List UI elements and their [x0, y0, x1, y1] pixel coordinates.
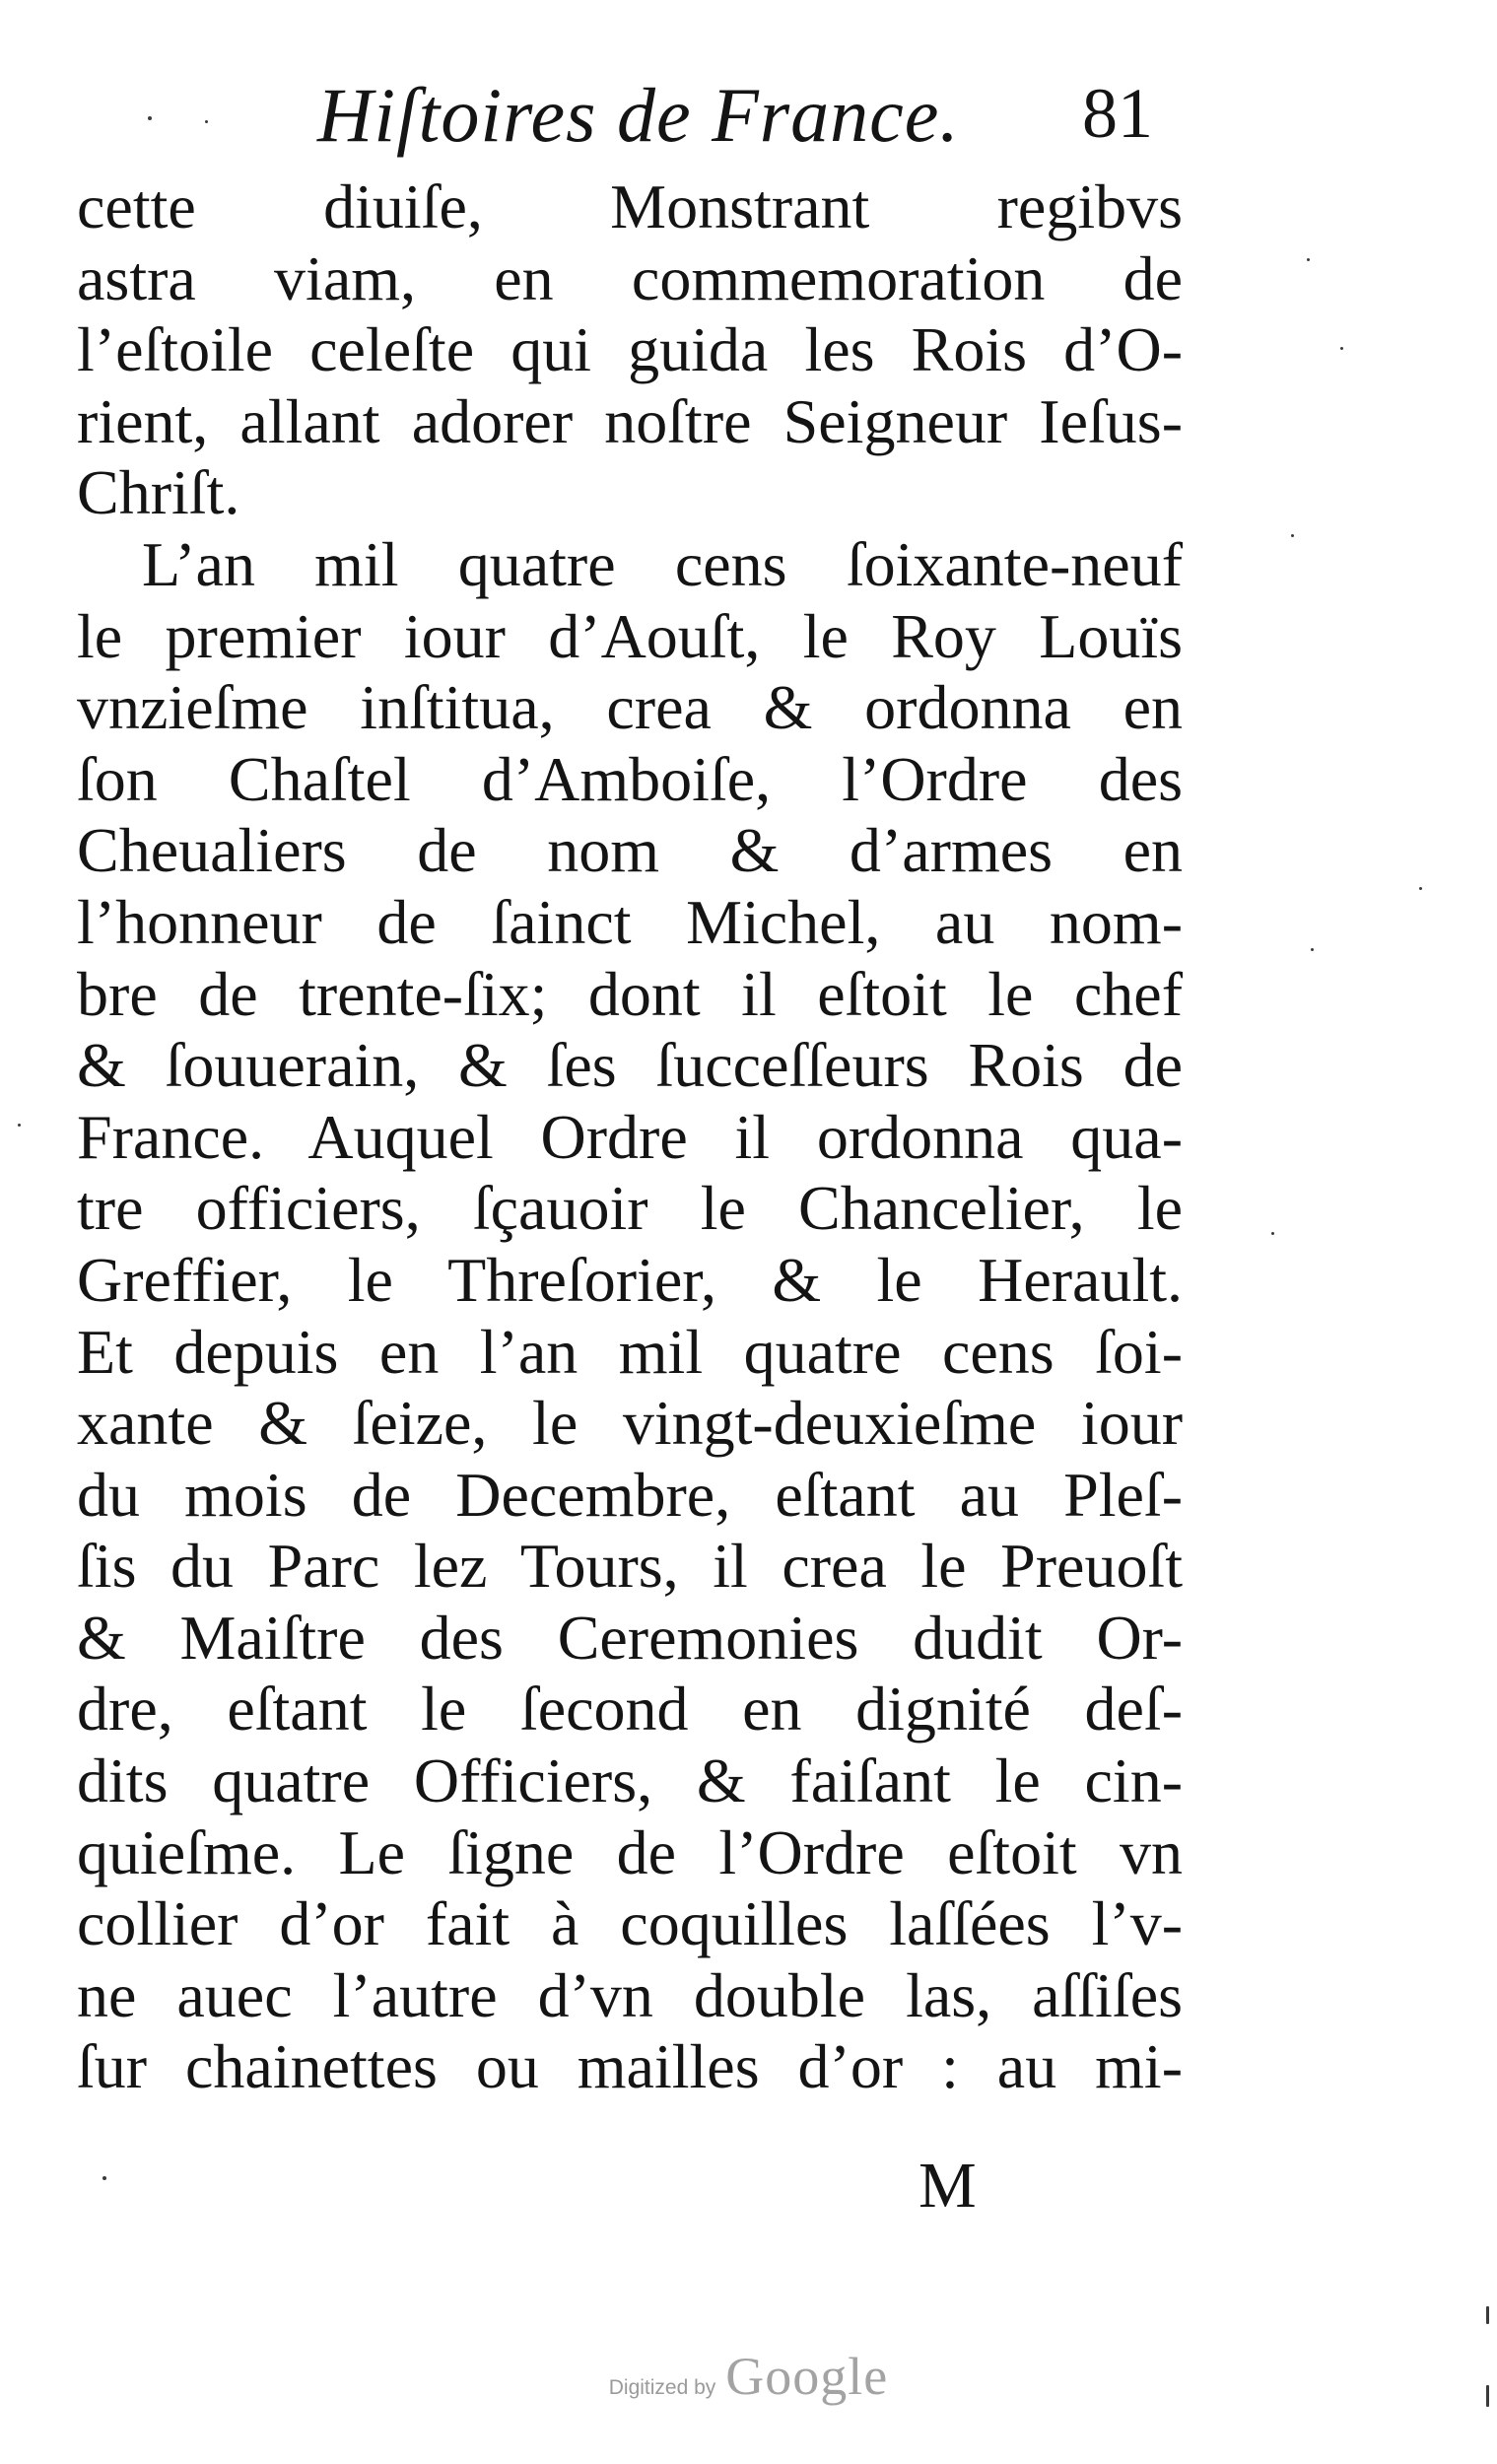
running-title: Hiſtoires de France.	[317, 72, 960, 158]
google-logo-text: Google	[725, 2347, 889, 2406]
scan-speck	[1311, 948, 1314, 951]
scan-speck	[1486, 2385, 1489, 2407]
scan-speck	[1419, 887, 1422, 890]
scan-speck	[18, 1124, 21, 1127]
text-line: Cheualiers de nom & d’armes en	[77, 815, 1183, 886]
text-line: rient, allant adorer noſtre Seigneur Ieſus-	[77, 385, 1183, 456]
text-line: Chriſt.	[77, 457, 240, 528]
scan-speck	[148, 116, 152, 120]
text-line: du mois de Decembre, eſtant au Pleſ-	[77, 1459, 1183, 1530]
scan-speck	[1291, 534, 1294, 537]
text-line: bre de trente-ſix; dont il eſtoit le chef	[77, 958, 1183, 1029]
body-text	[77, 171, 1183, 2103]
text-line: Et depuis en l’an mil quatre cens ſoi-	[77, 1316, 1183, 1387]
text-line: collier d’or fait à coquilles laſſées l’v-	[77, 1888, 1183, 1959]
text-line: ſon Chaſtel d’Amboiſe, l’Ordre des	[77, 743, 1183, 814]
text-line: l’honneur de ſainct Michel, au nom-	[77, 886, 1183, 957]
text-line: xante & ſeize, le vingt-deuxieſme iour	[77, 1388, 1183, 1459]
text-line: ne auec l’autre d’vn double las, aſſiſes	[77, 1959, 1183, 2030]
text-line: France. Auquel Ordre il ordonna qua-	[77, 1101, 1183, 1172]
text-line: cette diuiſe, Monstrant regibvs	[77, 171, 1183, 241]
text-line: le premier iour d’Aouſt, le Roy Louïs	[77, 600, 1183, 671]
scan-speck	[1486, 2306, 1489, 2324]
running-head	[0, 61, 1497, 160]
text-line: astra viam, en commemoration de	[77, 242, 1183, 313]
text-line: ſur chainettes ou mailles d’or : au mi-	[77, 2031, 1183, 2102]
text-line: dre, eſtant le ſecond en dignité deſ-	[77, 1674, 1183, 1745]
page-number: 81	[1082, 74, 1153, 153]
text-line: & Maiſtre des Ceremonies dudit Or-	[77, 1602, 1183, 1673]
scan-speck	[1271, 1232, 1274, 1235]
text-line: quieſme. Le ſigne de l’Ordre eſtoit vn	[77, 1816, 1183, 1887]
text-line: tre officiers, ſçauoir le Chancelier, le	[77, 1173, 1183, 1244]
signature-mark: M	[919, 2150, 977, 2222]
text-line: & ſouuerain, & ſes ſucceſſeurs Rois de	[77, 1030, 1183, 1101]
text-line: ſis du Parc lez Tours, il crea le Preuoſt	[77, 1531, 1183, 1602]
text-line: Greffier, le Threſorier, & le Herault.	[77, 1244, 1183, 1315]
scan-speck	[1307, 258, 1310, 261]
text-line: vnzieſme inſtitua, crea & ordonna en	[77, 672, 1183, 743]
scan-speck	[205, 120, 208, 123]
digitized-label: Digitized by	[608, 2376, 716, 2399]
paragraph-start-line: L’an mil quatre cens ſoixante-neuf	[142, 528, 1183, 599]
digitized-footer	[0, 2346, 1497, 2407]
scan-speck	[1340, 347, 1343, 350]
text-line: dits quatre Officiers, & faiſant le cin-	[77, 1745, 1183, 1816]
scan-speck	[102, 2176, 106, 2180]
text-line: l’eſtoile celeſte qui guida les Rois d’O-	[77, 314, 1183, 385]
